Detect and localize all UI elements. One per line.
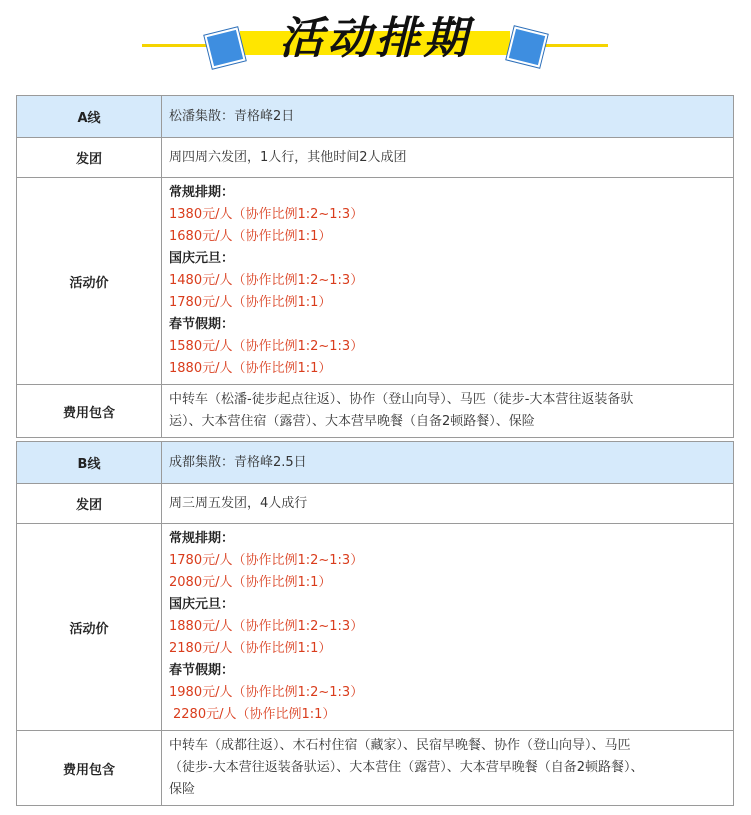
title-banner [0,0,751,80]
price-item: 1380元/人（协作比例1:2~1:3） [169,207,364,222]
included-row [17,731,734,806]
price-item: 2280元/人（协作比例1:1） [173,707,336,722]
price-list [162,178,734,385]
price-item: 1580元/人（协作比例1:2~1:3） [169,339,364,354]
included-text [162,385,734,438]
price-item: 2180元/人（协作比例1:1） [169,641,332,656]
section-title: 春节假期： [169,317,235,332]
depart-row [17,138,734,178]
price-item: 1780元/人（协作比例1:1） [169,295,332,310]
price-item: 2080元/人（协作比例1:1） [169,575,332,590]
line-value: 松潘集散：青格峰2日 [162,96,734,138]
depart-label: 发团 [17,138,162,178]
schedule-table-b [16,441,734,806]
depart-value: 周四周六发团，1人行，其他时间2人成团 [162,138,734,178]
price-item: 1980元/人（协作比例1:2~1:3） [169,685,364,700]
included-label: 费用包含 [17,385,162,438]
included-line: （徒步-大本营往返装备驮运）、大本营住（露营）、大本营早晚餐（自备2顿路餐）、 [169,760,644,775]
price-item: 1680元/人（协作比例1:1） [169,229,332,244]
price-item: 1480元/人（协作比例1:2~1:3） [169,273,364,288]
price-row [17,178,734,385]
section-title: 国庆元旦： [169,251,235,266]
depart-label: 发团 [17,484,162,524]
section-title: 国庆元旦： [169,597,235,612]
depart-row [17,484,734,524]
section-title: 春节假期： [169,663,235,678]
line-label: B线 [17,442,162,484]
included-label: 费用包含 [17,731,162,806]
section-title: 常规排期： [169,531,235,546]
included-line: 中转车（成都往返）、木石村住宿（藏家）、民宿早晚餐、协作（登山向导）、马匹 [169,738,631,753]
price-item: 1880元/人（协作比例1:2~1:3） [169,619,364,634]
section-title: 常规排期： [169,185,235,200]
depart-value: 周三周五发团，4人成行 [162,484,734,524]
price-item: 1880元/人（协作比例1:1） [169,361,332,376]
price-label: 活动价 [17,178,162,385]
included-text [162,731,734,806]
price-item: 1780元/人（协作比例1:2~1:3） [169,553,364,568]
included-line: 中转车（松潘-徒步起点往返）、协作（登山向导）、马匹（徒步-大本营往返装备驮 [169,392,634,407]
included-row [17,385,734,438]
included-line: 保险 [169,782,196,797]
line-label: A线 [17,96,162,138]
schedule-table-a [16,95,734,438]
price-list [162,524,734,731]
price-label: 活动价 [17,524,162,731]
page-title: 活动排期 [279,13,472,64]
price-row [17,524,734,731]
included-line: 运）、大本营住宿（露营）、大本营早晚餐（自备2顿路餐）、保险 [169,414,535,429]
line-row [17,442,734,484]
line-value: 成都集散：青格峰2.5日 [162,442,734,484]
line-row [17,96,734,138]
